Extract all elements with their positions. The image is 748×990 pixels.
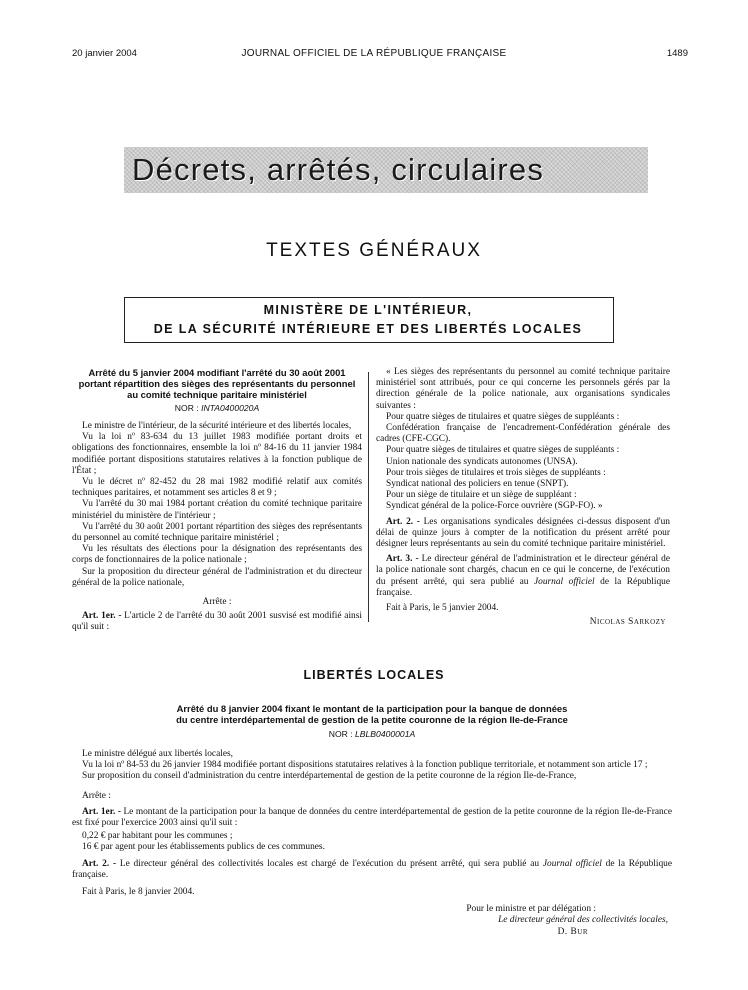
decree1-art1 [72, 611, 362, 633]
banner-title: Décrets, arrêtés, circulaires [132, 152, 545, 187]
libertes-art2-text-after: de la République française. [72, 858, 673, 880]
libertes-p3: Sur proposition du conseil d'administration du centre interdépartemental de gestion de la petite couronne de la région Ile-de-France, [82, 771, 577, 782]
decree1-r3: Confédération française de l'encadrement-Confédération générale des cadres (CFE-CGC). [376, 423, 670, 445]
decree1-art3-text-before: Le directeur général de l'administration et le directeur général de la police nationale sont chargés, chacun en ce qui le concerne, de l'exécution du présent arrêté, qui sera publié au [376, 554, 670, 587]
decree1-art3-journal: Journal officiel [533, 576, 595, 587]
decree1-art1-text: L'article 2 de l'arrêté du 30 août 2001 susvisé est modifié ainsi qu'il suit : [72, 611, 362, 633]
decree1-r7: Syndicat national des policiers en tenue (SNPT). [386, 479, 569, 490]
decree1-p2: Vu la loi nº 83-634 du 13 juillet 1983 modifiée portant droits et obligations des fonctionnaires, ensemble la loi nº 84-16 du 11 janvier 1984 modifiée portant dispositions statutaires relatives à la fonction publique de l'État ; [72, 432, 362, 476]
libertes-p2: Vu la loi nº 84-53 du 26 janvier 1984 modifiée portant dispositions statutaires relatives à la fonction publique territoriale, et notamment son article 17 ; [82, 760, 648, 771]
decree1-p7: Sur la proposition du directeur général de l'administration et du directeur général de la police nationale, [72, 566, 362, 588]
decree1-art2 [376, 517, 670, 551]
libertes-p1: Le ministre délégué aux libertés locales, [82, 749, 233, 759]
libertes-sig2: Le directeur général des collectivités locales, [498, 915, 668, 926]
libertes-art1-label: Art. 1er. - [82, 806, 121, 817]
libertes-block [72, 703, 672, 938]
libertes-art2-label: Art. 2. - [82, 858, 117, 869]
decree1-p5: Vu l'arrêté du 30 août 2001 portant répartition des sièges des représentants du personnel au comité technique paritaire ministériel ; [72, 521, 362, 544]
decree1-p3: Vu le décret nº 82-452 du 28 mai 1982 modifié relatif aux comités techniques paritaires, et notamment ses articles 8 et 9 ; [72, 477, 362, 499]
libertes-amount1: 0,22 € par habitant pour les communes ; [82, 831, 233, 842]
decree1-nor-label: NOR : [174, 403, 199, 413]
libertes-sig1: Pour le ministre et par délégation : [466, 904, 596, 915]
decree1-p4: Vu l'arrêté du 30 mai 1984 portant création du comité technique paritaire ministériel du ministère de l'intérieur ; [72, 499, 362, 521]
page-number: 1489 [666, 48, 688, 59]
decree1-title: Arrêté du 5 janvier 2004 modifiant l'arrêté du 30 août 2001 portant répartition des sièges des représentants du personnel au comité technique paritaire ministériel [78, 367, 356, 400]
ministry-line2: DE LA SÉCURITÉ INTÉRIEURE ET DES LIBERTÉS LOCALES [153, 322, 583, 336]
decree1-art3-label: Art. 3. - [386, 554, 419, 565]
decree1-art3-text-after: de la République française. [376, 576, 671, 598]
libertes-nor-label: NOR : [328, 729, 353, 739]
libertes-art1 [72, 807, 672, 829]
libertes-sig3: D. Bur [557, 926, 588, 937]
libertes-art1-text: Le montant de la participation pour la banque de données du centre interdépartemental de gestion de la petite couronne de la région Ile-de-France est fixé pour l'exercice 2003 ainsi qu'il suit : [72, 806, 673, 829]
decree1-r4: Pour quatre sièges de titulaires et quatre sièges de suppléants : [386, 445, 620, 456]
decree1-nor-code: INTA0400020A [201, 403, 260, 413]
decree1-p6: Vu les résultats des élections pour la désignation des représentants des corps de fonctionnaires de la police nationale ; [72, 544, 362, 566]
libertes-amount2: 16 € par agent pour les établissements publics de ces communes. [82, 842, 325, 853]
libertes-art2-journal: Journal officiel [542, 858, 602, 869]
decree1-r5: Union nationale des syndicats autonomes (UNSA). [386, 456, 578, 467]
decree1-p1: Le ministre de l'intérieur, de la sécurité intérieure et des libertés locales, [82, 421, 352, 431]
ministry-line1: MINISTÈRE DE L'INTÉRIEUR, [263, 303, 473, 317]
libertes-nor [72, 729, 672, 739]
decree1-art2-label: Art. 2. - [386, 516, 420, 527]
decree1-r9: Syndicat général de la police-Force ouvrière (SGP-FO). » [386, 501, 603, 512]
decree1-art2-text: Les organisations syndicales désignées ci-dessus disposent d'un délai de quinze jours à compter de la notification du présent arrêté pour désigner leurs représentants au sein du comité technique paritaire ministériel. [376, 516, 670, 550]
decree1-arrete: Arrête : [202, 597, 232, 608]
decree1-r2: Pour quatre sièges de titulaires et quatre sièges de suppléants : [386, 411, 620, 422]
libertes-nor-code: LBLB0400001A [355, 729, 416, 739]
decree1-left-column [72, 367, 362, 634]
decree1-right-column [376, 367, 670, 628]
decree1-r8: Pour un siège de titulaire et un siège de suppléant : [386, 490, 577, 501]
section-title: TEXTES GÉNÉRAUX [266, 240, 482, 261]
decree1-r6: Pour trois sièges de titulaires et trois sièges de suppléants : [386, 467, 606, 478]
column-divider [368, 372, 369, 622]
libertes-art2-text-before: Le directeur général des collectivités locales est chargé de l'exécution du présent arrêté, qui sera publié au [119, 858, 540, 869]
libertes-art2 [72, 859, 672, 881]
decree1-signature: Nicolas Sarkozy [589, 617, 666, 628]
decree1-nor [72, 403, 362, 413]
decree1-r1: « Les sièges des représentants du personnel au comité technique paritaire ministériel sont attribués, pour ce qui concerne les personnels gérés par la direction générale de la police nationale, aux organisations syndicales suivantes : [376, 367, 670, 411]
decree1-art1-label: Art. 1er. - [82, 611, 122, 622]
decree1-art3 [376, 554, 670, 599]
decree1-fait: Fait à Paris, le 5 janvier 2004. [386, 603, 499, 614]
libertes-arrete: Arrête : [82, 790, 111, 801]
libertes-heading: LIBERTÉS LOCALES [303, 668, 445, 682]
header-date: 20 janvier 2004 [72, 48, 137, 59]
libertes-title-line2: du centre interdépartemental de gestion de la petite couronne de la région Ile-de-France [176, 714, 568, 725]
journal-title: JOURNAL OFFICIEL DE LA RÉPUBLIQUE FRANÇAISE [241, 48, 507, 59]
libertes-fait: Fait à Paris, le 8 janvier 2004. [82, 887, 195, 898]
libertes-title-line1: Arrêté du 8 janvier 2004 fixant le montant de la participation pour la banque de données [176, 703, 568, 714]
